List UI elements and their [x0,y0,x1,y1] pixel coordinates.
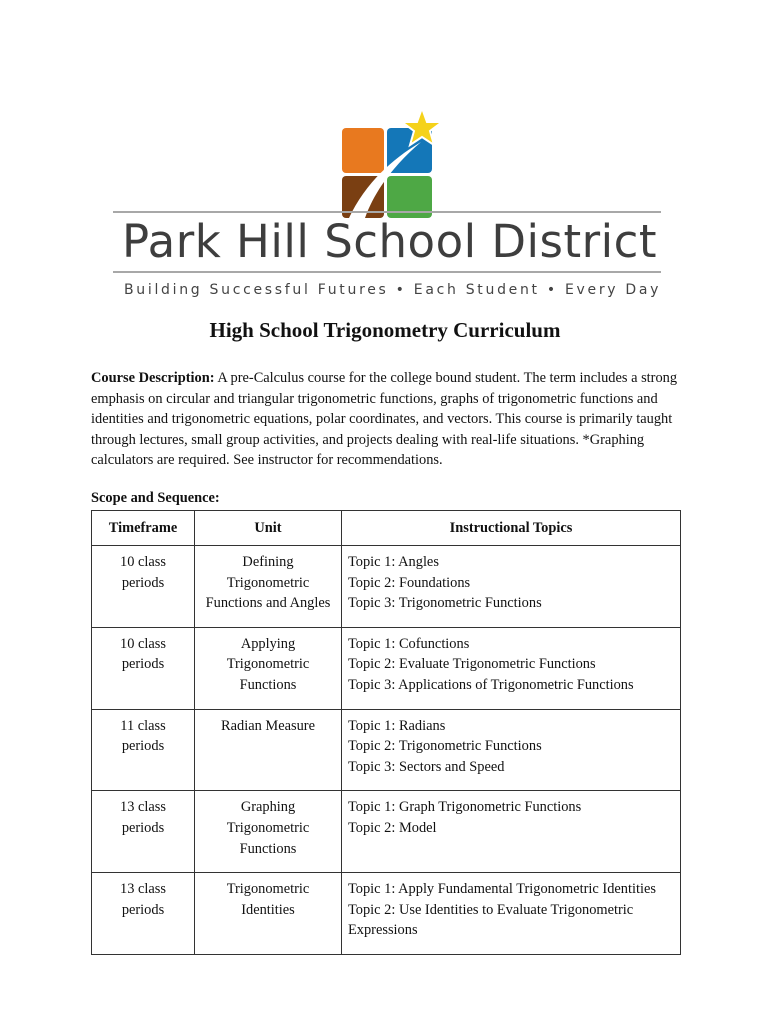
logo-mark-icon [335,100,450,220]
topic-line: Topic 2: Use Identities to Evaluate Trigonometric [348,901,634,918]
timeframe-line: periods [121,901,165,918]
logo-rule-bottom [113,271,661,273]
topic-line: Topic 1: Apply Fundamental Trigonometric Identities [348,881,656,898]
topic-line: Topic 2: Evaluate Trigonometric Functions [348,656,596,673]
table-row [92,546,681,628]
scope-table [91,510,681,955]
unit-line: Functions and Angles [205,595,331,612]
table-row [92,873,681,955]
unit-line: Functions [239,840,297,857]
topic-line: Topic 2: Foundations [348,574,471,591]
unit-cell [195,709,342,791]
course-description-text: A pre-Calculus course for the college bound student. The term includes a strong emphasis on circular and triangular trigonometric functions, graphs of trigonometric functions and identities and trigonometric equations, polar coordinates, and vectors. This course is primarily taught through lectures, small group activities, and projects dealing with real-life situations. *Graphing calculators are required. See instructor for recommendations. [91,370,678,469]
topic-line: Expressions [348,922,418,939]
unit-line: Trigonometric [226,819,310,836]
timeframe-line: 10 class [120,635,166,652]
unit-line: Graphing [240,799,296,816]
topic-line: Topic 1: Cofunctions [348,635,470,652]
unit-line: Trigonometric [226,574,310,591]
table-row [92,709,681,791]
timeframe-cell [92,873,195,955]
unit-line: Functions [239,676,297,693]
unit-cell [195,873,342,955]
header-timeframe: Timeframe [92,511,195,546]
topic-line: Topic 3: Applications of Trigonometric Functions [348,676,634,693]
topics-cell [342,546,681,628]
timeframe-line: 11 class [120,717,166,734]
topic-line: Topic 2: Model [348,819,437,836]
timeframe-line: 13 class [120,799,166,816]
unit-line: Radian Measure [221,717,315,734]
topic-line: Topic 1: Radians [348,717,446,734]
topic-line: Topic 3: Trigonometric Functions [348,595,542,612]
timeframe-cell [92,791,195,873]
district-tagline: Building Successful Futures • Each Student • Every Day [124,282,662,298]
topics-cell [342,791,681,873]
district-logo [110,100,665,310]
topics-cell [342,627,681,709]
logo-tile-orange [342,128,384,173]
unit-line: Trigonometric [226,881,310,898]
table-row [92,627,681,709]
unit-cell [195,627,342,709]
unit-cell [195,546,342,628]
page-title: High School Trigonometry Curriculum [209,318,561,342]
topic-line: Topic 1: Angles [348,554,439,570]
table-row [92,791,681,873]
timeframe-line: periods [121,656,165,673]
timeframe-cell [92,627,195,709]
timeframe-line: 10 class [120,554,166,570]
header-unit: Unit [195,511,342,546]
timeframe-cell [92,709,195,791]
topics-cell [342,873,681,955]
course-description [91,368,681,471]
header-topics: Instructional Topics [342,511,681,546]
course-description-label: Course Description: [91,370,215,386]
timeframe-line: periods [121,738,165,755]
table-header-row [92,511,681,546]
timeframe-cell [92,546,195,628]
timeframe-line: periods [121,819,165,836]
district-name: Park Hill School District [122,215,658,268]
topics-cell [342,709,681,791]
unit-line: Applying [240,635,296,652]
timeframe-line: periods [121,574,165,591]
topic-line: Topic 3: Sectors and Speed [348,758,505,775]
unit-cell [195,791,342,873]
topic-line: Topic 1: Graph Trigonometric Functions [348,799,582,816]
scope-heading: Scope and Sequence: [91,490,220,506]
timeframe-line: 13 class [120,881,166,898]
unit-line: Defining [242,554,294,570]
unit-line: Trigonometric [226,656,310,673]
unit-line: Identities [241,901,295,918]
topic-line: Topic 2: Trigonometric Functions [348,738,542,755]
